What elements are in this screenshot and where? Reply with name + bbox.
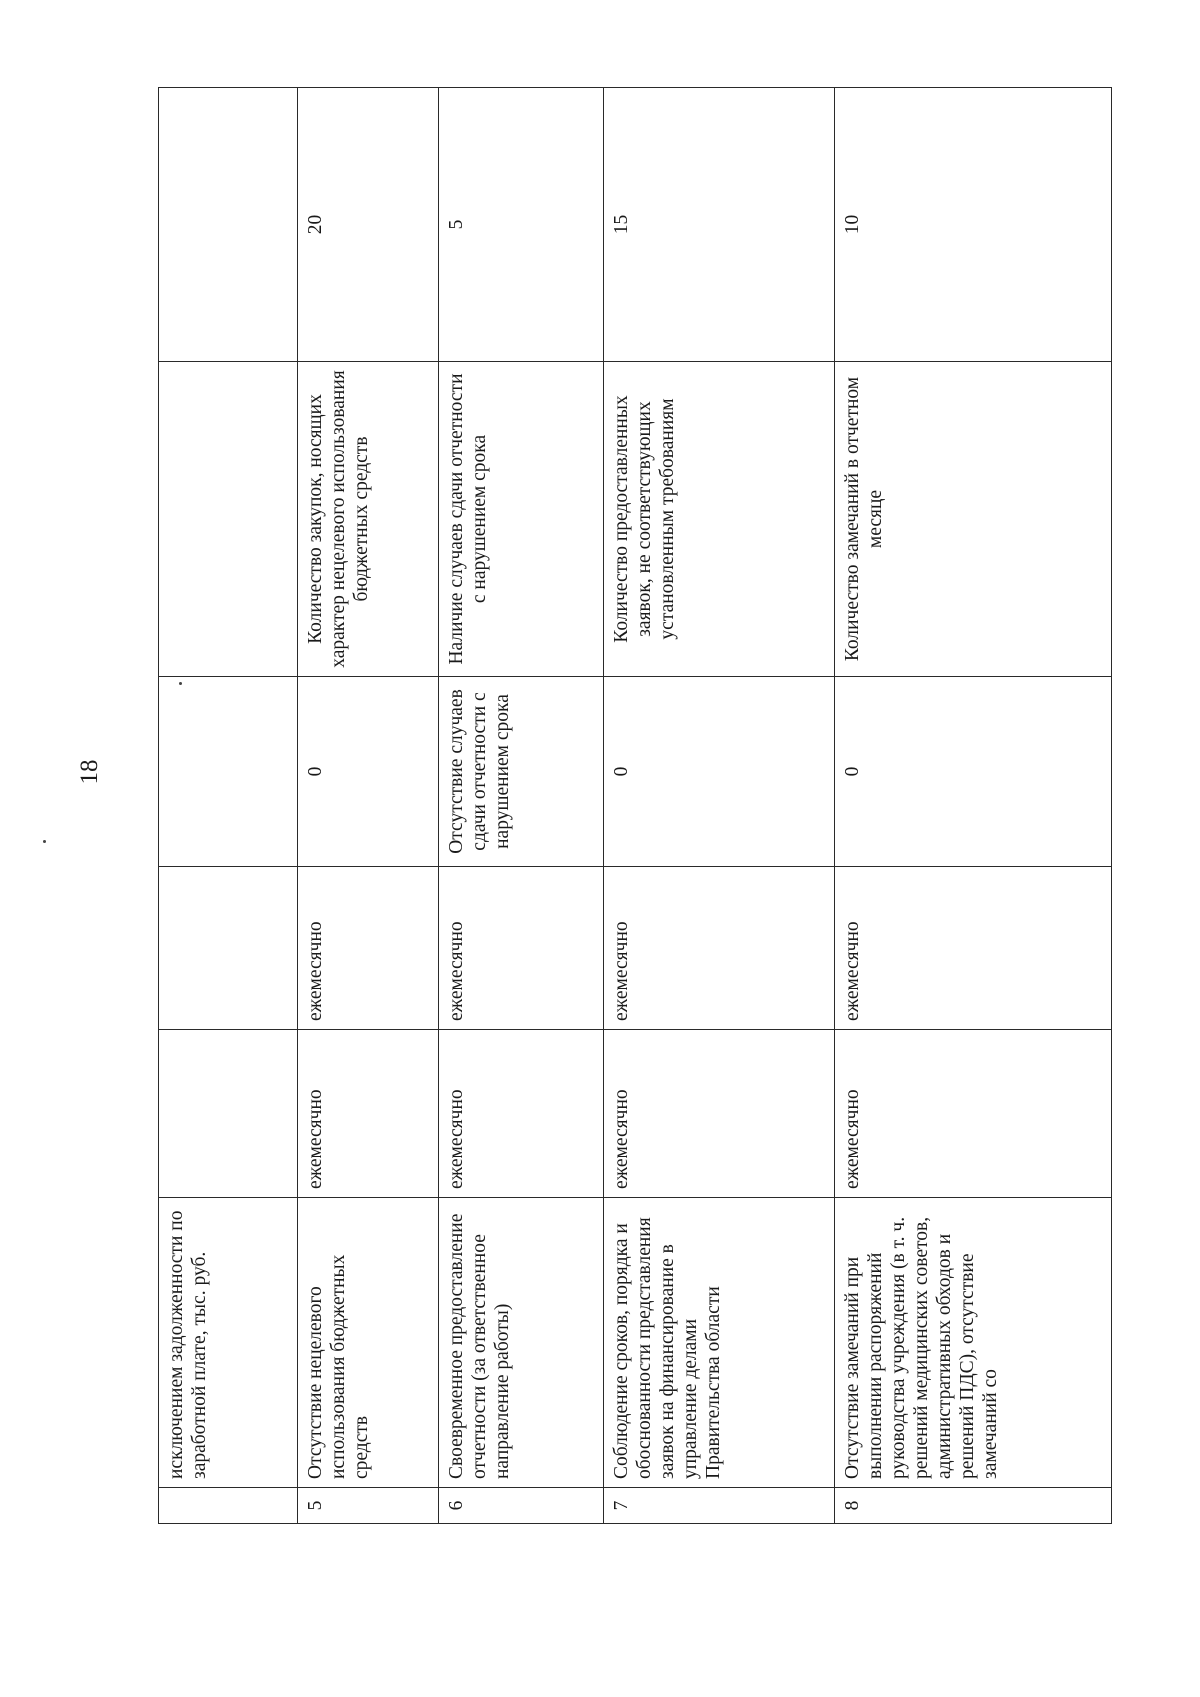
cell-period-assessment: ежемесячно — [298, 1030, 439, 1198]
cell-points — [159, 88, 298, 362]
cell-period-payment: ежемесячно — [604, 867, 835, 1030]
cell-indicator: Соблюдение сроков, порядка и обоснованности представления заявок на финансирование в управление делами Правительства области — [604, 1198, 835, 1488]
cell-indicator: Своевременное предоставление отчетности (за ответственное направление работы) — [439, 1198, 604, 1488]
cell-points: 20 — [298, 88, 439, 362]
cell-points: 10 — [835, 88, 1112, 362]
cell-points: 5 — [439, 88, 604, 362]
cell-indicator: Отсутствие нецелевого использования бюджетных средств — [298, 1198, 439, 1488]
cell-period-payment: ежемесячно — [298, 867, 439, 1030]
cell-points: 15 — [604, 88, 835, 362]
indicators-table-container — [158, 88, 1078, 1524]
table-row — [298, 88, 439, 1524]
cell-target: Отсутствие случаев сдачи отчетности с нарушением срока — [439, 677, 604, 867]
cell-criterion: Количество предоставленных заявок, не соответствующих установленным требованиям — [604, 362, 835, 677]
table-row — [835, 88, 1112, 1524]
page-number: 18 — [76, 759, 103, 785]
cell-criterion: Количество закупок, носящих характер нецелевого использования бюджетных средств — [298, 362, 439, 677]
table-row-continuation — [159, 88, 298, 1524]
table-row — [604, 88, 835, 1524]
cell-criterion — [159, 362, 298, 677]
table-row — [439, 88, 604, 1524]
cell-target: 0 — [835, 677, 1112, 867]
cell-indicator: Отсутствие замечаний при выполнении распоряжений руководства учреждения (в т. ч. решений медицинских советов, административных обходов и решений ПДС), отсутствие замечаний со — [835, 1198, 1112, 1488]
cell-period-payment: ежемесячно — [835, 867, 1112, 1030]
cell-num: 7 — [604, 1488, 835, 1524]
cell-num: 6 — [439, 1488, 604, 1524]
cell-period-payment: ежемесячно — [439, 867, 604, 1030]
cell-period-assessment: ежемесячно — [835, 1030, 1112, 1198]
cell-num: 5 — [298, 1488, 439, 1524]
cell-target: 0 — [298, 677, 439, 867]
cell-num — [159, 1488, 298, 1524]
cell-period-assessment — [159, 1030, 298, 1198]
cell-num: 8 — [835, 1488, 1112, 1524]
cell-period-assessment: ежемесячно — [439, 1030, 604, 1198]
indicators-table — [158, 87, 1112, 1524]
cell-indicator: исключением задолженности по заработной плате, тыс. руб. — [159, 1198, 298, 1488]
cell-period-assessment: ежемесячно — [604, 1030, 835, 1198]
cell-criterion: Наличие случаев сдачи отчетности с нарушением срока — [439, 362, 604, 677]
cell-target: 0 — [604, 677, 835, 867]
scan-speck — [43, 840, 46, 843]
cell-target — [159, 677, 298, 867]
cell-criterion: Количество замечаний в отчетном месяце — [835, 362, 1112, 677]
cell-period-payment — [159, 867, 298, 1030]
